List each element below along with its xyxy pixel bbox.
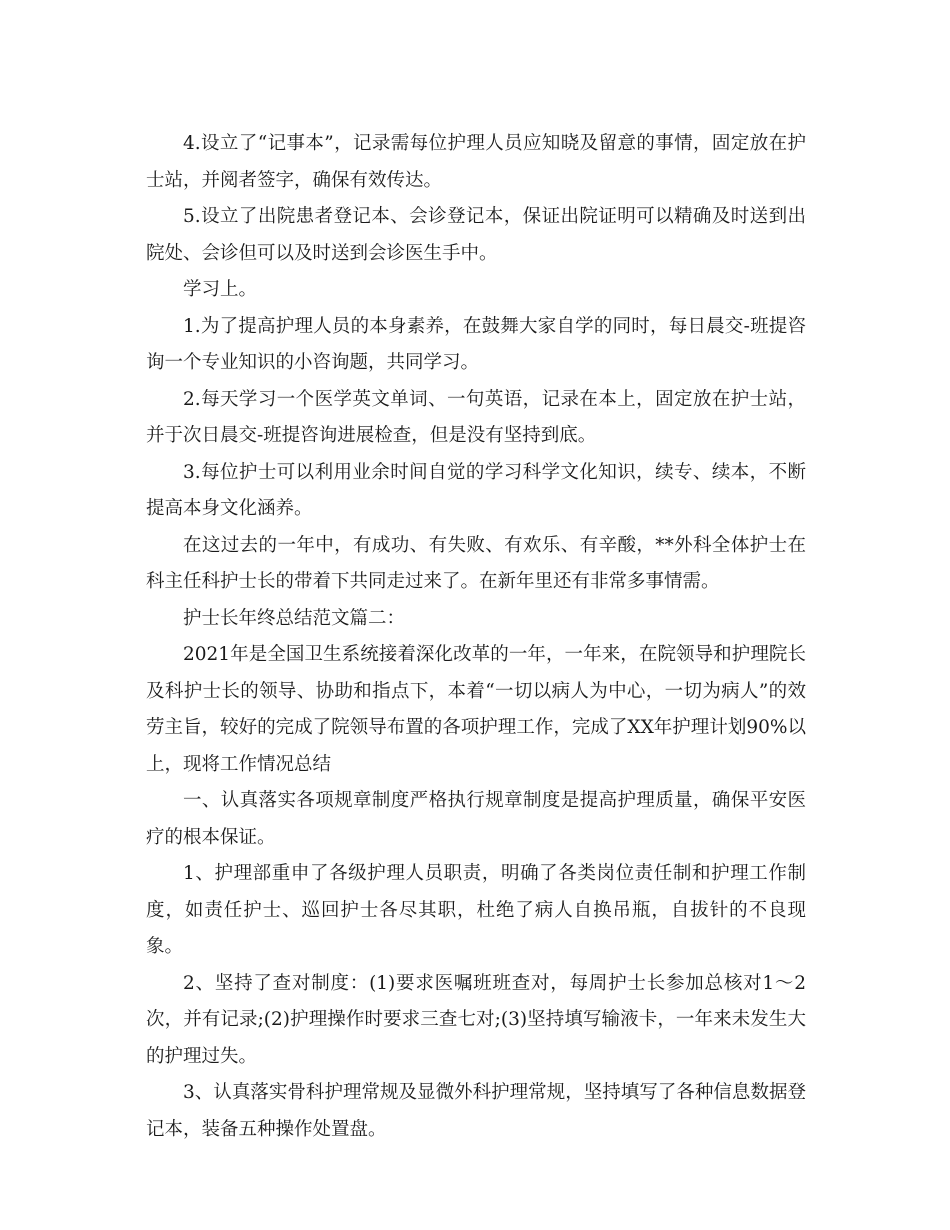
paragraph-item-5-registers: 5.设立了出院患者登记本、会诊登记本，保证出院证明可以精确及时送到出院处、会诊但可以及时送到会诊医生手中。 — [146, 206, 806, 264]
paragraph-point-3: 3、认真落实骨科护理常规及显微外科护理常规，坚持填写了各种信息数据登记本，装备五种操作处置盘。 — [146, 1082, 806, 1140]
paragraph-item-4-notebook: 4.设立了“记事本”，记录需每位护理人员应知晓及留意的事情，固定放在护士站，并阅者签字，确保有效传达。 — [146, 133, 806, 191]
section-heading-sample-two: 护士长年终总结范文篇二： — [183, 607, 406, 629]
paragraph-section-one: 一、认真落实各项规章制度严格执行规章制度是提高护理质量，确保平安医疗的根本保证。 — [146, 790, 806, 848]
document-body — [146, 126, 806, 1148]
paragraph-study-2: 2.每天学习一个医学英文单词、一句英语，记录在本上，固定放在护士站，并于次日晨交-班提咨询进展检查，但是没有坚持到底。 — [146, 388, 806, 446]
paragraph-point-1: 1、护理部重申了各级护理人员职责，明确了各类岗位责任制和护理工作制度，如责任护士、巡回护士各尽其职，杜绝了病人自换吊瓶，自拔针的不良现象。 — [146, 863, 806, 957]
paragraph-year-review: 在这过去的一年中，有成功、有失败、有欢乐、有辛酸，**外科全体护士在科主任科护士长的带着下共同走过来了。在新年里还有非常多事情需。 — [146, 534, 806, 592]
paragraph-study-3: 3.每位护士可以利用业余时间自觉的学习科学文化知识，续专、续本，不断提高本身文化涵养。 — [146, 461, 806, 519]
paragraph-study-1: 1.为了提高护理人员的本身素养，在鼓舞大家自学的同时，每日晨交-班提咨询一个专业知识的小咨询题，共同学习。 — [146, 315, 806, 373]
section-heading-study: 学习上。 — [183, 279, 258, 300]
paragraph-2021-intro: 2021年是全国卫生系统接着深化改革的一年，一年来，在院领导和护理院长及科护士长的领导、协助和指点下，本着“一切以病人为中心，一切为病人”的效劳主旨，较好的完成了院领导布置的各项护理工作，完成了XX年护理计划90%以上，现将工作情况总结 — [146, 644, 806, 775]
paragraph-point-2: 2、坚持了查对制度：(1)要求医嘱班班查对，每周护士长参加总核对1～2次，并有记录;(2)护理操作时要求三查七对;(3)坚持填写输液卡，一年来未发生大的护理过失。 — [146, 972, 806, 1067]
